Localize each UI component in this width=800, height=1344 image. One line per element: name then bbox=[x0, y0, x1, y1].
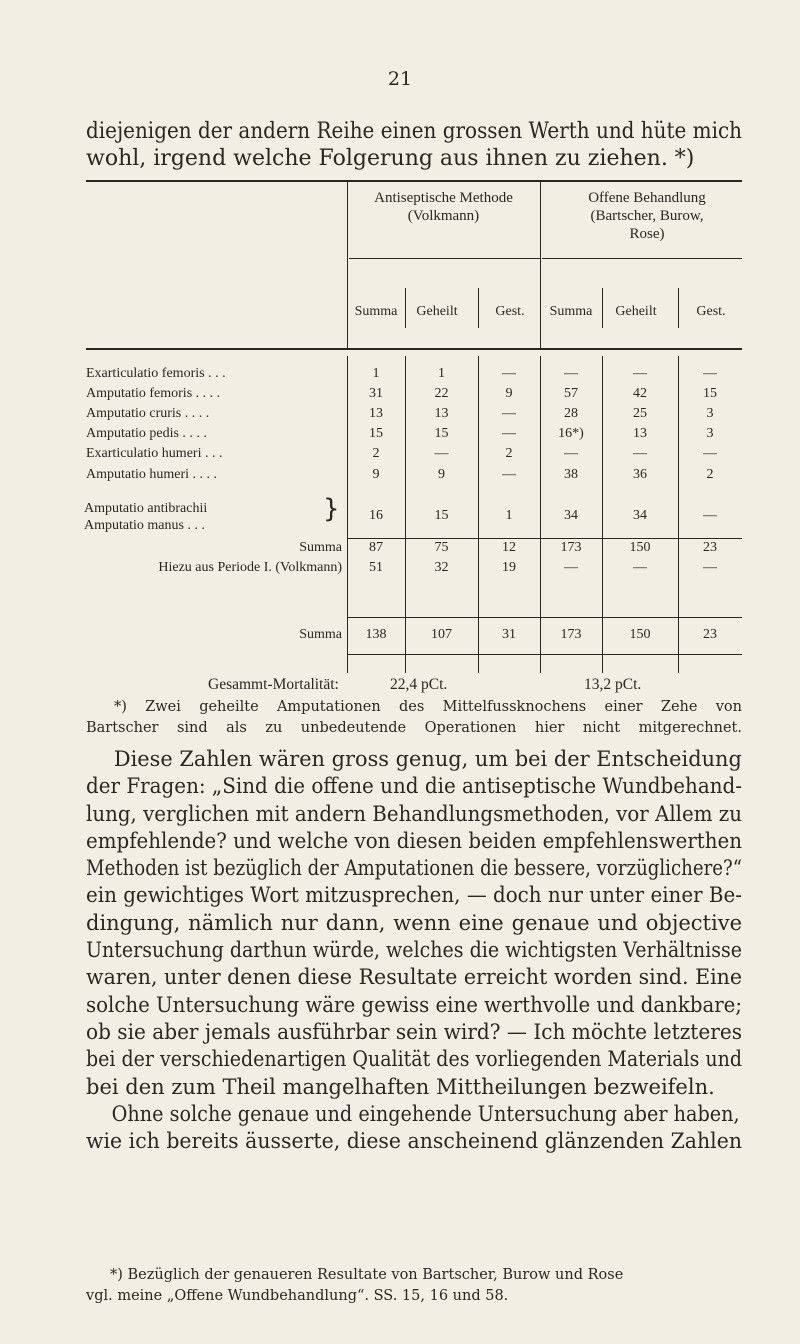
column-divider bbox=[678, 288, 679, 328]
table-cell: — bbox=[703, 366, 717, 381]
row-label-combined: Amputatio antibrachii Amputatio manus . . . bbox=[84, 501, 208, 533]
table-cell: 13 bbox=[369, 406, 383, 421]
mortality-left: 22,4 pCt. bbox=[390, 676, 448, 693]
mortality-label: Gesammt-Mortalität: bbox=[208, 676, 339, 693]
table-cell: 23 bbox=[703, 540, 717, 555]
page-number: 21 bbox=[387, 68, 413, 90]
table-cell: 2 bbox=[706, 467, 714, 482]
subheader-gest: Gest. bbox=[696, 304, 726, 319]
table-cell: 15 bbox=[369, 426, 383, 441]
column-divider bbox=[347, 182, 348, 348]
table-cell: 3 bbox=[706, 426, 714, 441]
text-line: bei der verschiedenartigen Qualität des vorliegenden Materials und bbox=[86, 1047, 742, 1072]
footnote-line: Bartscher sind als zu unbedeutende Operationen hier nicht mitgerechnet. bbox=[86, 720, 742, 736]
column-divider bbox=[478, 288, 479, 328]
table-cell: 16 bbox=[369, 508, 383, 523]
text-line: Ohne solche genaue und eingehende Untersuchung aber haben, bbox=[111, 1101, 740, 1126]
group-header-antiseptic: Antiseptische Methode (Volkmann) bbox=[374, 190, 513, 224]
table-cell: — bbox=[633, 366, 647, 381]
table-cell: 31 bbox=[369, 386, 383, 401]
table-cell: 9 bbox=[438, 467, 445, 482]
column-divider bbox=[405, 288, 406, 328]
header-subrule bbox=[542, 258, 742, 259]
text-line: waren, unter denen diese Resultate erreicht worden sind. Eine bbox=[86, 965, 742, 990]
table-cell: 138 bbox=[365, 627, 387, 642]
text-line: wie ich bereits äusserte, diese anscheinend glänzenden Zahlen bbox=[86, 1129, 742, 1154]
table-cell: 22 bbox=[434, 386, 449, 401]
table-cell: 2 bbox=[372, 446, 380, 461]
table-cell: — bbox=[703, 508, 717, 523]
table-cell: — bbox=[502, 467, 516, 482]
table-cell: 38 bbox=[564, 467, 578, 482]
table-cell: 15 bbox=[434, 508, 449, 523]
footnote-2 bbox=[86, 1265, 742, 1307]
table-cell: — bbox=[703, 446, 717, 461]
table-cell: 23 bbox=[703, 627, 717, 642]
subheader-geheilt: Geheilt bbox=[416, 304, 458, 319]
text-line: ob sie aber jemals ausführbar sein wird? — Ich möchte letzteres bbox=[86, 1019, 742, 1044]
table-cell: 1 bbox=[372, 366, 380, 381]
table-cell: 87 bbox=[369, 540, 383, 555]
table-cell: 75 bbox=[434, 540, 449, 555]
table-cell: — bbox=[633, 446, 647, 461]
group-header-open: Offene Behandlung (Bartscher, Burow, Rose) bbox=[588, 190, 706, 242]
brace-icon: } bbox=[323, 494, 340, 524]
text-line: diejenigen der andern Reihe einen grossen Werth und hüte mich bbox=[86, 119, 742, 144]
total-rule bbox=[347, 617, 742, 618]
table-cell: — bbox=[502, 366, 516, 381]
table-cell: 25 bbox=[633, 406, 647, 421]
text-line: empfehlende? und welche von diesen beiden empfehlenswerthen bbox=[86, 828, 742, 853]
row-label: Summa bbox=[299, 627, 342, 642]
body-paragraph bbox=[86, 746, 742, 1155]
row-label: Amputatio cruris . . . . bbox=[86, 406, 210, 421]
row-label: Exarticulatio femoris . . . bbox=[86, 366, 226, 381]
table-cell: 36 bbox=[633, 467, 647, 482]
footnote-line: *) Bezüglich der genaueren Resultate von Bartscher, Burow und Rose bbox=[110, 1267, 624, 1283]
table-cell: — bbox=[564, 366, 578, 381]
mortality-right: 13,2 pCt. bbox=[584, 676, 642, 693]
table-cell: — bbox=[703, 560, 717, 575]
table-cell: 3 bbox=[706, 406, 714, 421]
table-cell: 32 bbox=[434, 560, 449, 575]
table-cell: 1 bbox=[505, 508, 513, 523]
table-cell: 150 bbox=[629, 540, 651, 555]
text-line: Untersuchung darthun würde, welches die wichtigsten Verhältnisse bbox=[86, 938, 742, 963]
row-label: Exarticulatio humeri . . . bbox=[86, 446, 223, 461]
row-label: Amputatio pedis . . . . bbox=[86, 426, 207, 441]
footnote-line: *) Zwei geheilte Amputationen des Mittelfussknochens einer Zehe von bbox=[114, 699, 742, 715]
table-cell: — bbox=[502, 406, 516, 421]
text-line: lung, verglichen mit andern Behandlungsmethoden, vor Allem zu bbox=[86, 801, 742, 826]
table-cell: 16*) bbox=[558, 426, 584, 441]
footnote-1 bbox=[86, 697, 742, 739]
table-cell: 173 bbox=[560, 627, 582, 642]
row-label: Hiezu aus Periode I. (Volkmann) bbox=[158, 560, 342, 575]
table-cell: 150 bbox=[629, 627, 651, 642]
table-cell: 57 bbox=[564, 386, 578, 401]
table-cell: 19 bbox=[502, 560, 516, 575]
text-line: der Fragen: „Sind die offene und die antiseptische Wundbehand- bbox=[86, 774, 742, 799]
column-divider bbox=[602, 288, 603, 328]
table-cell: 28 bbox=[564, 406, 578, 421]
table-cell: 13 bbox=[434, 406, 449, 421]
table-cell: 34 bbox=[564, 508, 578, 523]
table-top-rule bbox=[86, 180, 742, 182]
text-line: solche Untersuchung wäre gewiss eine werthvolle und dankbare; bbox=[86, 992, 742, 1017]
header-bottom-rule bbox=[86, 348, 742, 350]
subheader-geheilt: Geheilt bbox=[615, 304, 657, 319]
text-line: bei den zum Theil mangelhaften Mittheilungen bezweifeln. bbox=[86, 1074, 715, 1099]
row-label: Amputatio femoris . . . . bbox=[86, 386, 221, 401]
text-line: Diese Zahlen wären gross genug, um bei der Entscheidung bbox=[113, 747, 742, 771]
text-line: Methoden ist bezüglich der Amputationen die bessere, vorzüglichere?“ bbox=[86, 856, 742, 881]
table-cell: 1 bbox=[438, 366, 445, 381]
total-bottom-rule bbox=[347, 654, 742, 655]
text-line: wohl, irgend welche Folgerung aus ihnen zu ziehen. *) bbox=[86, 146, 695, 171]
table-cell: 12 bbox=[502, 540, 516, 555]
table-cell: 31 bbox=[502, 627, 516, 642]
text-line: ein gewichtiges Wort mitzusprechen, — doch nur unter einer Be- bbox=[86, 883, 742, 908]
table-cell: 15 bbox=[434, 426, 449, 441]
header-subrule bbox=[349, 258, 540, 259]
table-cell: 13 bbox=[633, 426, 647, 441]
table-cell: 51 bbox=[369, 560, 383, 575]
subheader-gest: Gest. bbox=[495, 304, 525, 319]
table-cell: — bbox=[564, 560, 578, 575]
table-cell: — bbox=[434, 446, 449, 461]
text-line: dingung, nämlich nur dann, wenn eine genaue und objective bbox=[86, 910, 742, 935]
table-cell: 42 bbox=[633, 386, 647, 401]
table-cell: 34 bbox=[633, 508, 647, 523]
table-cell: 15 bbox=[703, 386, 717, 401]
summa-rule bbox=[347, 538, 742, 539]
table-cell: — bbox=[564, 446, 578, 461]
row-label: Amputatio humeri . . . . bbox=[86, 467, 218, 482]
table-cell: — bbox=[633, 560, 647, 575]
table-cell: 9 bbox=[372, 467, 380, 482]
column-divider bbox=[540, 182, 541, 348]
subheader-summa: Summa bbox=[549, 304, 593, 319]
table-cell: 2 bbox=[505, 446, 513, 461]
table-cell: 9 bbox=[505, 386, 513, 401]
footnote-line: vgl. meine „Offene Wundbehandlung“. SS. 15, 16 und 58. bbox=[86, 1288, 509, 1304]
table-cell: 173 bbox=[560, 540, 582, 555]
table-cell: — bbox=[502, 426, 516, 441]
subheader-summa: Summa bbox=[354, 304, 398, 319]
table-cell: 107 bbox=[431, 627, 452, 642]
row-label: Summa bbox=[299, 540, 342, 555]
